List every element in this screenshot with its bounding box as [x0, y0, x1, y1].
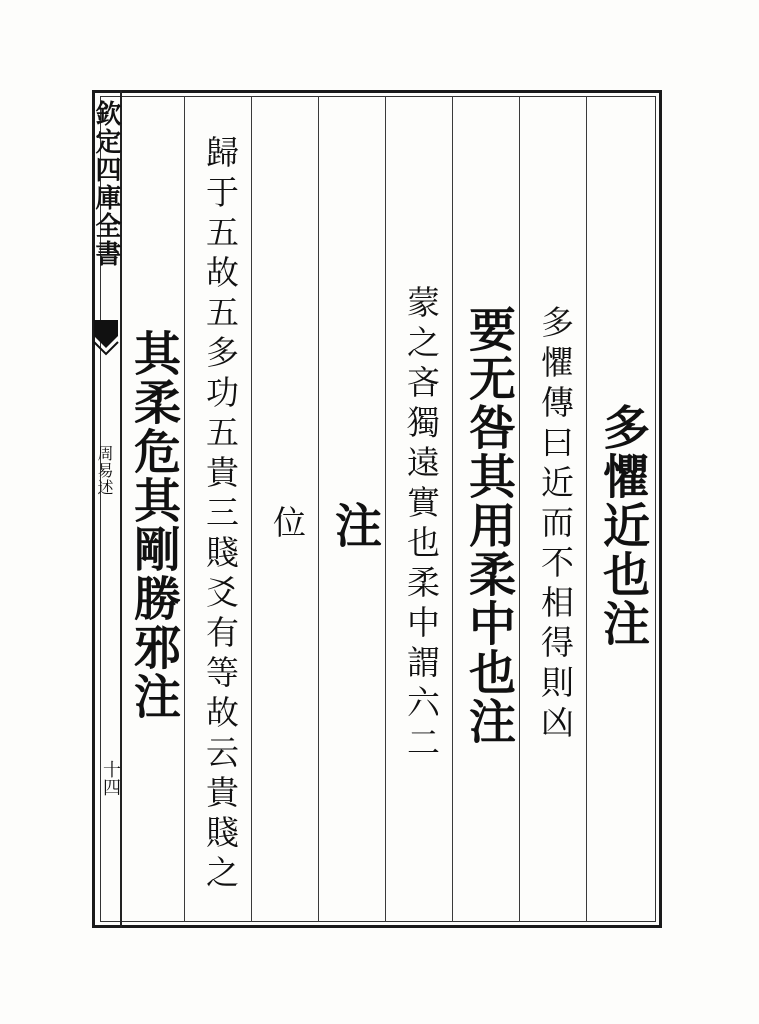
- main-text: 其柔危其剛勝邪注: [126, 329, 181, 721]
- commentary-text: 多懼傳曰近而不相得則凶: [536, 305, 575, 745]
- main-text: 多懼近也注: [595, 402, 650, 648]
- text-column-1: [590, 135, 654, 915]
- text-column-7: [188, 135, 252, 915]
- text-column-5: [322, 135, 386, 915]
- main-text: 要无咎其用柔中也注: [461, 304, 516, 746]
- main-text: 注: [327, 500, 382, 550]
- commentary-text: 蒙之吝獨遠實也柔中謂六二: [402, 285, 441, 765]
- commentary-text: 位: [268, 505, 307, 545]
- book-title: 欽定四庫全書: [91, 100, 121, 268]
- text-column-8: [121, 135, 185, 915]
- text-column-2: [523, 135, 587, 915]
- chapter-title: 周易述: [95, 445, 114, 496]
- text-column-4: [389, 135, 453, 915]
- commentary-text: 歸于五故五多功五貴三賤爻有等故云貴賤之: [201, 135, 240, 895]
- fish-tail-mark: [92, 318, 120, 358]
- folio-number: 十四: [100, 760, 121, 796]
- text-column-6: [255, 135, 319, 915]
- text-column-3: [456, 135, 520, 915]
